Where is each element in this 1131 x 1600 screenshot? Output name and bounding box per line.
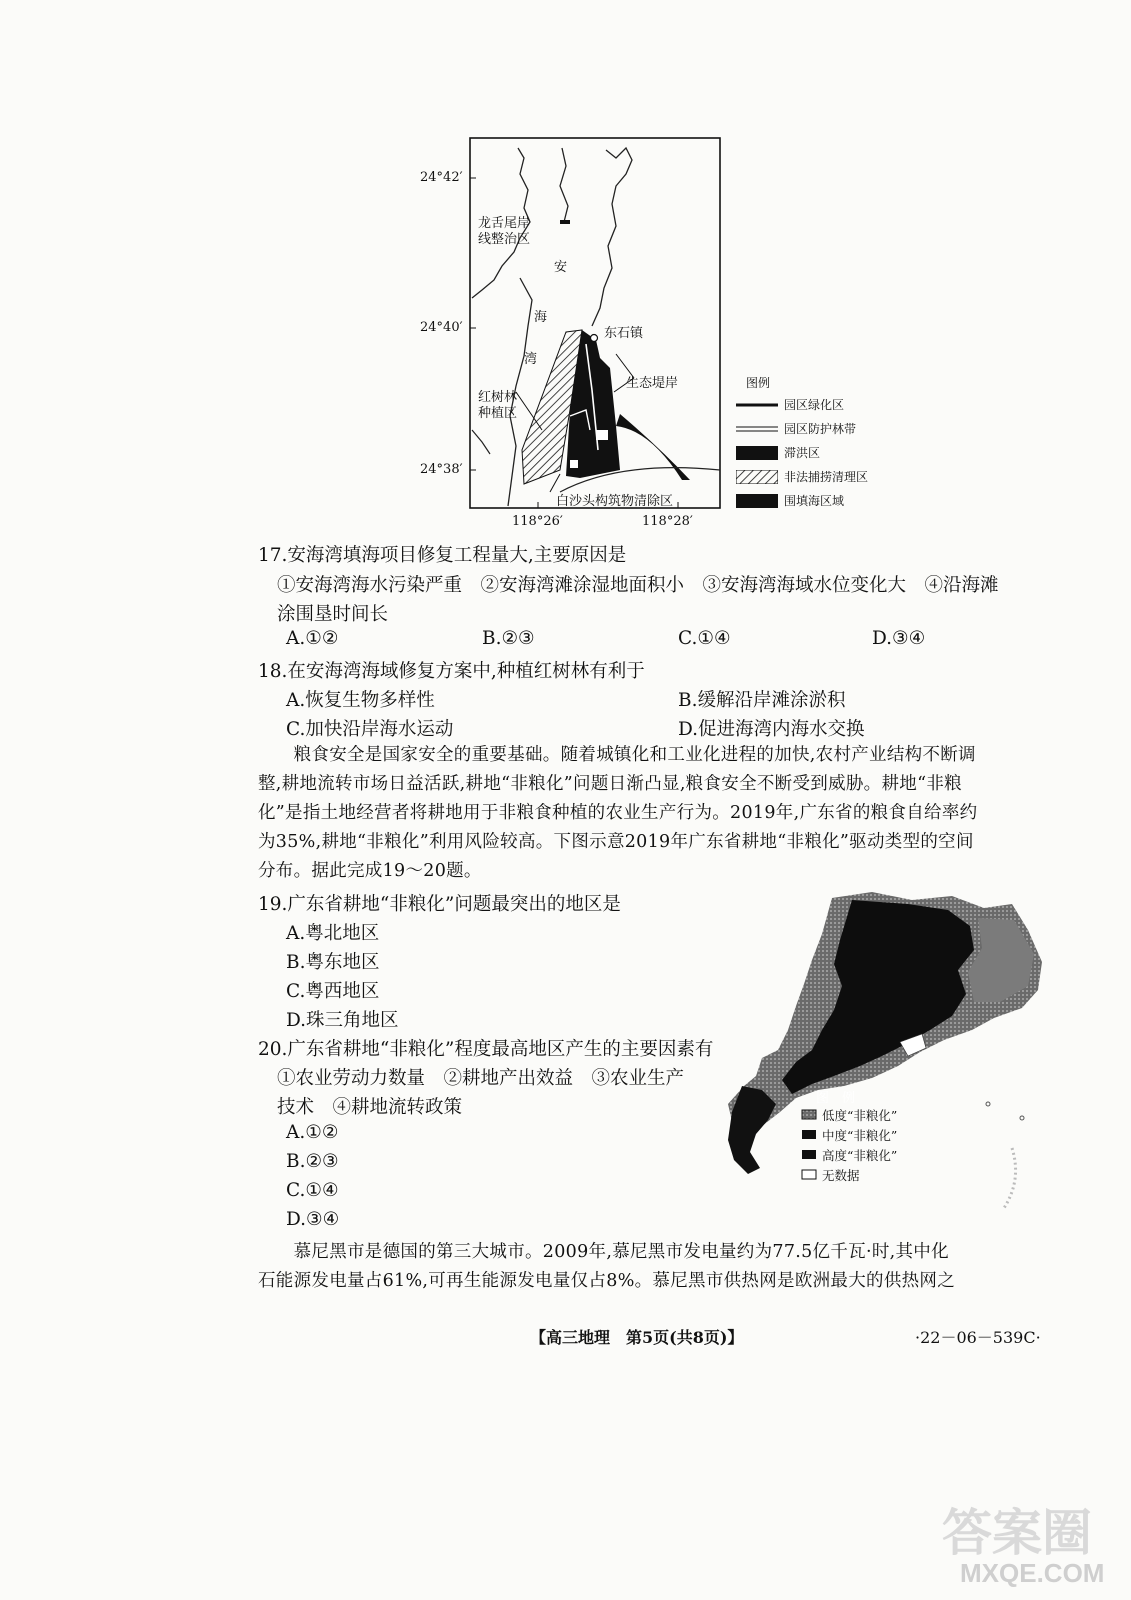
q20-option-b: B.②③ [286, 1151, 339, 1172]
label-dongshi: 东石镇 [604, 326, 644, 341]
anhai-bay-map [420, 130, 880, 540]
q17-stem: 17.安海湾填海项目修复工程量大,主要原因是 [258, 545, 627, 566]
map2-legend-title: 图 例 [816, 1091, 856, 1106]
watermark-logo [930, 1490, 1120, 1590]
passage2-line: 慕尼黑市是德国的第三大城市。2009年,慕尼黑市发电量约为77.5亿千瓦·时,其中化 [258, 1242, 949, 1262]
q19-option-b: B.粤东地区 [286, 952, 380, 973]
legend-swatch-thick-line [736, 398, 778, 412]
q18-option-d: D.促进海湾内海水交换 [678, 719, 865, 740]
legend-item-reclaim: 围填海区域 [736, 492, 844, 509]
passage-grain-security [258, 741, 1042, 886]
q19-option-a: A.粤北地区 [286, 923, 380, 944]
footer-code: ·22－06－539C· [915, 1328, 1041, 1347]
legend-item-shelterbelt: 园区防护林带 [736, 420, 856, 437]
q17-option-d: D.③④ [872, 628, 926, 649]
q18-option-b: B.缓解沿岸滩涂淤积 [678, 690, 846, 711]
map1-legend-title: 图例 [746, 376, 771, 390]
label-longshewei-2: 线整治区 [478, 232, 531, 247]
legend-swatch-black-2 [736, 494, 778, 508]
label-wan: 湾 [524, 352, 538, 367]
q18-option-a: A.恢复生物多样性 [286, 690, 435, 711]
q20-line2: 技术 ④耕地流转政策 [277, 1097, 463, 1118]
q17-option-b: B.②③ [482, 628, 535, 649]
map2-legend-low: 低度“非粮化” [822, 1108, 898, 1123]
passage2-line: 石能源发电量占61%,可再生能源发电量仅占8%。慕尼黑市供热网是欧洲最大的供热网之 [258, 1271, 956, 1291]
legend-item-flood: 滞洪区 [736, 444, 820, 461]
q17-line1: ①安海湾海水污染严重 ②安海湾滩涂湿地面积小 ③安海湾海域水位变化大 ④沿海滩 [277, 575, 999, 596]
lat-label-2440: 24°40′ [420, 320, 463, 335]
guangdong-non-grain-map [722, 890, 1062, 1210]
lon-label-11826: 118°26′ [512, 514, 563, 529]
q18-option-c: C.加快沿岸海水运动 [286, 719, 454, 740]
lon-label-11828: 118°28′ [642, 514, 693, 529]
passage1-line: 化”是指土地经营者将耕地用于非粮食种植的农业生产行为。2019年,广东省的粮食自给率约 [258, 803, 978, 823]
map2-legend-mid: 中度“非粮化” [822, 1128, 898, 1143]
q17-option-a: A.①② [286, 628, 339, 649]
passage-munich [258, 1238, 1042, 1296]
q20-option-d: D.③④ [286, 1209, 340, 1230]
label-hongshulin-2: 种植区 [478, 406, 518, 421]
q19-option-c: C.粤西地区 [286, 981, 380, 1002]
label-shengtai: 生态堤岸 [626, 376, 679, 391]
label-hongshulin-1: 红树林 [478, 390, 518, 405]
map2-legend-high: 高度“非粮化” [822, 1148, 898, 1163]
legend-swatch-black [736, 446, 778, 460]
map2-legend-nodata: 无数据 [822, 1168, 860, 1183]
passage1-line: 粮食安全是国家安全的重要基础。随着城镇化和工业化进程的加快,农村产业结构不断调 [258, 745, 976, 765]
label-longshewei-1: 龙舌尾岸 [478, 216, 531, 231]
q20-option-a: A.①② [286, 1122, 339, 1143]
q20-line1: ①农业劳动力数量 ②耕地产出效益 ③农业生产 [277, 1068, 685, 1089]
legend-swatch-double-line [736, 422, 778, 436]
label-baishatou: 白沙头构筑物清除区 [556, 494, 674, 509]
q20-stem: 20.广东省耕地“非粮化”程度最高地区产生的主要因素有 [258, 1039, 714, 1060]
watermark-text: 答案圈 [942, 1504, 1092, 1562]
q17-option-c: C.①④ [678, 628, 731, 649]
label-an: 安 [554, 260, 568, 275]
watermark-url: MXQE.COM [960, 1558, 1105, 1588]
lat-label-2442: 24°42′ [420, 170, 463, 185]
passage1-line: 为35%,耕地“非粮化”利用风险较高。下图示意2019年广东省耕地“非粮化”驱动类型的空间 [258, 832, 974, 852]
q17-line2: 涂围垦时间长 [277, 604, 389, 625]
passage1-line: 分布。据此完成19～20题。 [258, 861, 482, 881]
footer-page-info: 【高三地理 第5页(共8页)】 [530, 1328, 744, 1347]
q19-option-d: D.珠三角地区 [286, 1010, 399, 1031]
legend-item-greening: 园区绿化区 [736, 396, 844, 413]
lat-label-2438: 24°38′ [420, 462, 463, 477]
legend-item-fishing: 非法捕捞清理区 [736, 468, 868, 485]
passage1-line: 整,耕地流转市场日益活跃,耕地“非粮化”问题日渐凸显,粮食安全不断受到威胁。耕地“非粮 [258, 774, 962, 794]
q20-option-c: C.①④ [286, 1180, 339, 1201]
watermark-drawing [930, 1490, 1120, 1590]
q19-stem: 19.广东省耕地“非粮化”问题最突出的地区是 [258, 894, 621, 915]
q18-stem: 18.在安海湾海域修复方案中,种植红树林有利于 [258, 661, 645, 682]
label-hai: 海 [534, 310, 548, 325]
legend-swatch-hatch [736, 470, 778, 484]
